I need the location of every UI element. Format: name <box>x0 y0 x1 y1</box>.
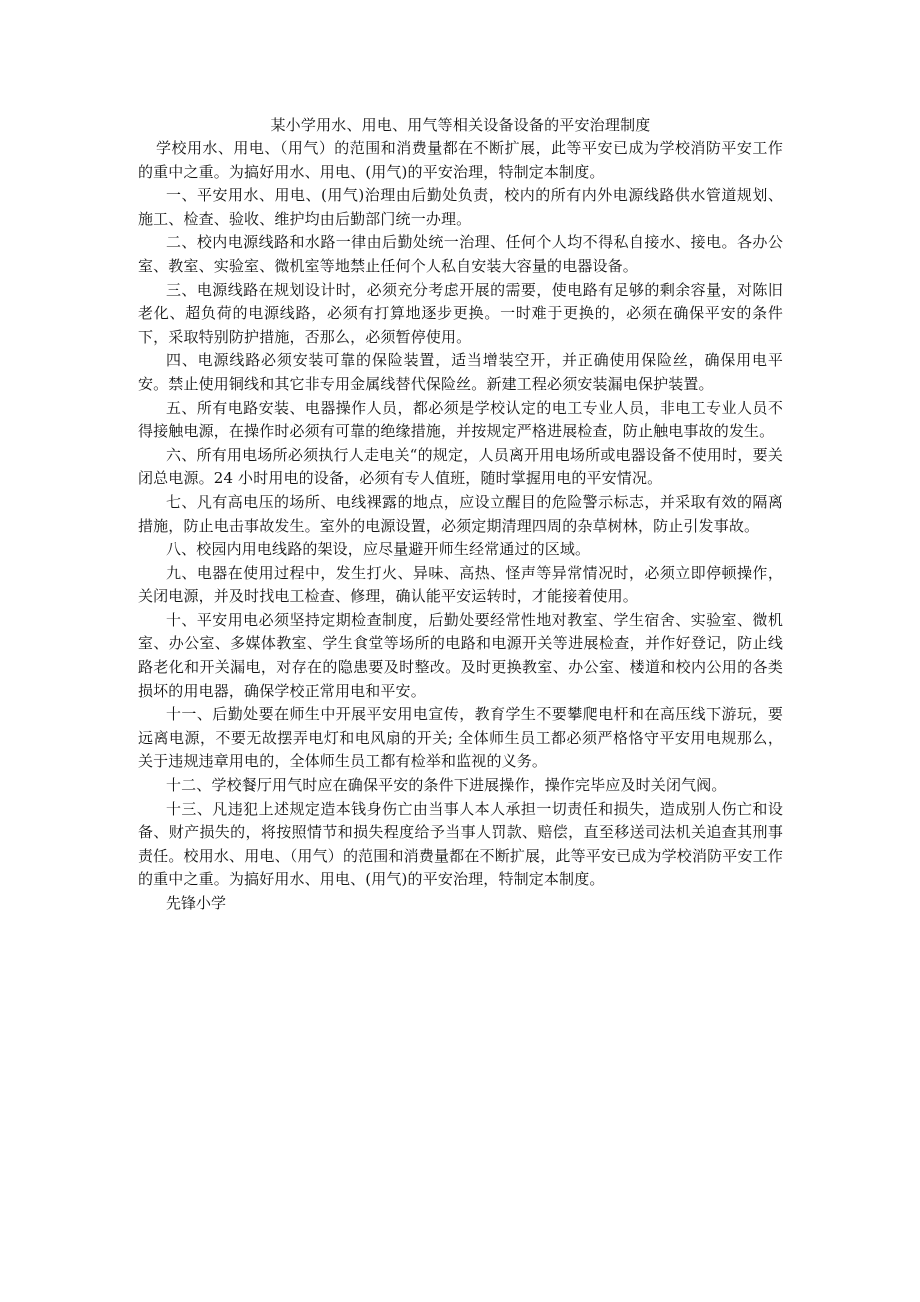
article-3: 三、电源线路在规划设计时，必须充分考虑开展的需要，使电路有足够的剩余容量，对陈旧老化、超负荷的电源线路，必须有打算地逐步更换。一时难于更换的，必须在确保平安的条件下，采取特别防护措施，否那么，必须暂停使用。 <box>138 280 783 346</box>
article-13: 十三、凡违犯上述规定造本钱身伤亡由当事人本人承担一切责任和损失，造成别人伤亡和设备、财产损失的，将按照情节和损失程度给予当事人罚款、赔偿，直至移送司法机关追查其刑事责任。校用水、用电、（用气）的范围和消费量都在不断扩展，此等平安已成为学校消防平安工作的重中之重。为搞好用水、用电、(用气)的平安治理，特制定本制度。 <box>138 799 783 889</box>
article-4: 四、电源线路必须安装可靠的保险装置，适当增装空开，并正确使用保险丝，确保用电平安。禁止使用铜线和其它非专用金属线替代保险丝。新建工程必须安装漏电保护装置。 <box>138 351 783 393</box>
article-2: 二、校内电源线路和水路一律由后勤处统一治理、任何个人均不得私自接水、接电。各办公室、教室、实验室、微机室等地禁止任何个人私自安装大容量的电器设备。 <box>138 233 783 275</box>
document-page <box>138 113 783 916</box>
article-12: 十二、学校餐厅用气时应在确保平安的条件下进展操作，操作完毕应及时关闭气阀。 <box>166 776 727 795</box>
article-6: 六、所有用电场所必须执行人走电关“的规定，人员离开用电场所或电器设备不使用时，要关闭总电源。24 小时用电的设备，必须有专人值班，随时掌握用电的平安情况。 <box>138 445 783 488</box>
article-7: 七、凡有高电压的场所、电线裸露的地点，应设立醒目的危险警示标志，并采取有效的隔离措施，防止电击事故发生。室外的电源设置，必须定期清理四周的杂草树林，防止引发事故。 <box>138 492 783 535</box>
article-1: 一、平安用水、用电、(用气)治理由后勤处负责，校内的所有内外电源线路供水管道规划、施工、检查、验收、维护均由后勤部门统一办理。 <box>138 186 783 228</box>
article-9: 九、电器在使用过程中，发生打火、异味、高热、怪声等异常情况时，必须立即停顿操作，关闭电源，并及时找电工检查、修理，确认能平安运转时，才能接着使用。 <box>138 563 783 606</box>
article-11: 十一、后勤处要在师生中开展平安用电宣传，教育学生不要攀爬电杆和在高压线下游玩，要远离电源，不要无故摆弄电灯和电风扇的开关; 全体师生员工都必须严格恪守平安用电规那么，关于违规违章用电的，全体师生员工都有检举和监视的义务。 <box>138 705 783 771</box>
document-title: 某小学用水、用电、用气等相关设备设备的平安治理制度 <box>270 116 651 134</box>
article-10: 十、平安用电必须坚持定期检查制度，后勤处要经常性地对教室、学生宿舍、实验室、微机室、办公室、多媒体教室、学生食堂等场所的电路和电源开关等进展检查，并作好登记，防止线路老化和开关漏电，对存在的隐患要及时整改。及时更换教室、办公室、楼道和校内公用的各类损坏的用电器，确保学校正常用电和平安。 <box>138 610 783 700</box>
article-8: 八、校园内用电线路的架设，应尽量避开师生经常通过的区域。 <box>166 540 591 559</box>
article-5: 五、所有电路安装、电器操作人员，都必须是学校认定的电工专业人员，非电工专业人员不得接触电源，在操作时必须有可靠的绝缘措施，并按规定严格进展检查，防止触电事故的发生。 <box>138 398 783 441</box>
signature: 先锋小学 <box>166 894 227 912</box>
intro-paragraph: 学校用水、用电、（用气）的范围和消费量都在不断扩展，此等平安已成为学校消防平安工作的重中之重。为搞好用水、用电、(用气)的平安治理，特制定本制度。 <box>138 139 783 181</box>
